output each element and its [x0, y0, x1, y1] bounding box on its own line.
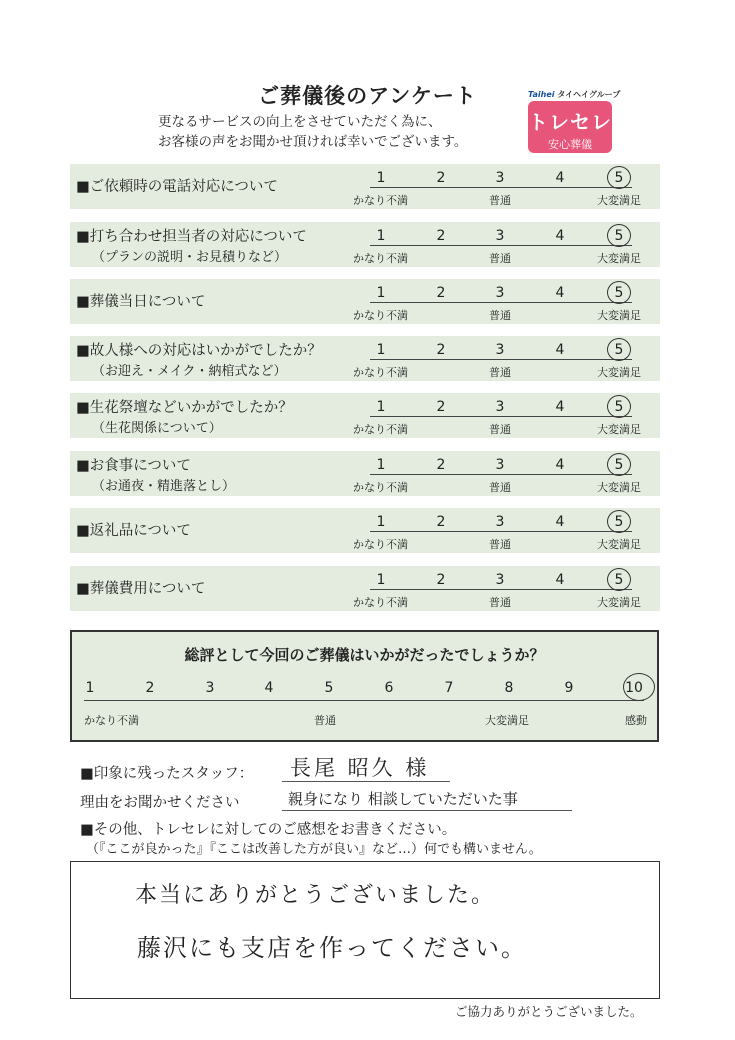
- group-logo-text: タイヘイグループ: [557, 90, 621, 99]
- comment-line-2: 藤沢にも支店を作ってください。: [137, 934, 527, 962]
- question-subtext: （お迎え・メイク・納棺式など）: [92, 364, 287, 379]
- overall-scale-line: [84, 700, 644, 701]
- rating-option-4: 4: [555, 170, 565, 186]
- overall-label-high: 大変満足: [485, 714, 529, 727]
- subtitle-line-1: 更なるサービスの向上をさせていただく為に、: [158, 114, 442, 130]
- rating-option-3: 3: [495, 170, 505, 186]
- rating-scale-line: [370, 245, 632, 246]
- rating-option-3: 3: [495, 228, 505, 244]
- rating-option-4: 4: [555, 399, 565, 415]
- other-comments-label: ■その他、トレセレに対してのご感想をお書きください。: [80, 822, 457, 838]
- overall-label-mid: 普通: [314, 714, 336, 727]
- selected-rating-circle: [607, 224, 631, 247]
- rating-option-5: 5: [614, 514, 624, 530]
- selected-rating-circle: [607, 568, 631, 591]
- rating-scale-line: [370, 474, 632, 475]
- overall-selected-circle: [623, 673, 655, 701]
- scale-label-mid: 普通: [489, 194, 511, 207]
- rating-option-5: 5: [614, 572, 624, 588]
- question-text: ■生花祭壇などいかがでしたか？: [76, 400, 293, 416]
- scale-label-low: かなり不満: [353, 596, 408, 609]
- other-comments-hint: （『ここが良かった』『ここは改善した方が良い』など…）何でも構いません。: [86, 842, 542, 857]
- rating-option-5: 5: [614, 228, 624, 244]
- scale-label-mid: 普通: [489, 423, 511, 436]
- selected-rating-circle: [607, 166, 631, 189]
- taihei-logo-mark: Taihei: [528, 90, 555, 99]
- scale-label-high: 大変満足: [597, 538, 641, 551]
- brand-name: トレセレ: [528, 110, 612, 134]
- question-text: ■ご依頼時の電話対応について: [76, 179, 278, 195]
- question-text: ■故人様への対応はいかがでしたか？: [76, 343, 322, 359]
- overall-option-5: 5: [324, 680, 334, 696]
- rating-option-3: 3: [495, 514, 505, 530]
- overall-option-8: 8: [504, 680, 514, 696]
- rating-option-3: 3: [495, 572, 505, 588]
- scale-label-low: かなり不満: [353, 309, 408, 322]
- rating-option-1: 1: [376, 342, 386, 358]
- question-row: [70, 164, 660, 209]
- selected-rating-circle: [607, 510, 631, 533]
- question-row: [70, 508, 660, 553]
- footer-thanks: ご協力ありがとうございました。: [455, 1004, 643, 1019]
- rating-option-2: 2: [436, 342, 446, 358]
- overall-option-1: 1: [85, 680, 95, 696]
- scale-label-high: 大変満足: [597, 194, 641, 207]
- rating-scale-line: [370, 302, 632, 303]
- overall-label-top: 感動: [625, 714, 647, 727]
- overall-option-4: 4: [264, 680, 274, 696]
- rating-option-2: 2: [436, 170, 446, 186]
- question-text: ■返礼品について: [76, 523, 191, 539]
- rating-option-5: 5: [614, 342, 624, 358]
- overall-option-9: 9: [564, 680, 574, 696]
- scale-label-high: 大変満足: [597, 366, 641, 379]
- scale-label-low: かなり不満: [353, 481, 408, 494]
- rating-scale-line: [370, 359, 632, 360]
- scale-label-low: かなり不満: [353, 423, 408, 436]
- question-text: ■お食事について: [76, 458, 191, 474]
- staff-handwritten-name: 長尾 昭久 様: [290, 756, 430, 780]
- scale-label-mid: 普通: [489, 366, 511, 379]
- rating-option-1: 1: [376, 399, 386, 415]
- overall-option-6: 6: [384, 680, 394, 696]
- selected-rating-circle: [607, 395, 631, 418]
- rating-option-5: 5: [614, 399, 624, 415]
- rating-option-4: 4: [555, 228, 565, 244]
- scale-label-high: 大変満足: [597, 309, 641, 322]
- staff-label: ■印象に残ったスタッフ：: [80, 766, 254, 782]
- rating-option-2: 2: [436, 514, 446, 530]
- question-text: ■葬儀費用について: [76, 581, 206, 597]
- rating-scale-line: [370, 531, 632, 532]
- overall-option-10: 10: [625, 680, 643, 696]
- rating-option-3: 3: [495, 285, 505, 301]
- group-logo: [528, 89, 620, 100]
- scale-label-high: 大変満足: [597, 252, 641, 265]
- scale-label-mid: 普通: [489, 596, 511, 609]
- overall-option-2: 2: [145, 680, 155, 696]
- question-subtext: （お通夜・精進落とし）: [92, 479, 236, 494]
- scale-label-low: かなり不満: [353, 194, 408, 207]
- selected-rating-circle: [607, 453, 631, 476]
- rating-scale-line: [370, 187, 632, 188]
- question-row: [70, 566, 660, 611]
- question-text: ■葬儀当日について: [76, 294, 206, 310]
- rating-option-2: 2: [436, 228, 446, 244]
- scale-label-high: 大変満足: [597, 481, 641, 494]
- reason-underline: [282, 810, 572, 811]
- rating-option-2: 2: [436, 457, 446, 473]
- question-text: ■打ち合わせ担当者の対応について: [76, 229, 307, 245]
- rating-option-4: 4: [555, 514, 565, 530]
- question-row: [70, 393, 660, 438]
- overall-rating-box: [70, 630, 659, 742]
- rating-option-3: 3: [495, 399, 505, 415]
- scale-label-mid: 普通: [489, 309, 511, 322]
- scale-label-high: 大変満足: [597, 423, 641, 436]
- scale-label-mid: 普通: [489, 538, 511, 551]
- overall-option-3: 3: [205, 680, 215, 696]
- question-row: [70, 222, 660, 267]
- question-row: [70, 451, 660, 496]
- overall-option-7: 7: [444, 680, 454, 696]
- rating-option-3: 3: [495, 342, 505, 358]
- rating-option-4: 4: [555, 572, 565, 588]
- rating-option-2: 2: [436, 285, 446, 301]
- reason-label: 理由をお聞かせください: [80, 795, 240, 811]
- overall-label-low: かなり不満: [84, 714, 139, 727]
- rating-option-4: 4: [555, 342, 565, 358]
- question-row: [70, 336, 660, 381]
- question-subtext: （生花関係について）: [92, 421, 222, 436]
- rating-option-1: 1: [376, 170, 386, 186]
- rating-option-4: 4: [555, 457, 565, 473]
- subtitle-line-2: お客様の声をお聞かせ頂ければ幸いでございます。: [158, 134, 468, 150]
- scale-label-high: 大変満足: [597, 596, 641, 609]
- scale-label-low: かなり不満: [353, 538, 408, 551]
- rating-option-5: 5: [614, 457, 624, 473]
- brand-tagline: 安心葬儀: [548, 138, 592, 151]
- rating-option-1: 1: [376, 514, 386, 530]
- question-subtext: （プランの説明・お見積りなど）: [92, 250, 288, 265]
- selected-rating-circle: [607, 281, 631, 304]
- subtitle: [158, 112, 467, 152]
- rating-option-1: 1: [376, 457, 386, 473]
- rating-option-3: 3: [495, 457, 505, 473]
- rating-option-1: 1: [376, 228, 386, 244]
- question-row: [70, 279, 660, 324]
- rating-option-5: 5: [614, 170, 624, 186]
- brand-logo: [528, 101, 612, 153]
- scale-label-low: かなり不満: [353, 252, 408, 265]
- scale-label-low: かなり不満: [353, 366, 408, 379]
- selected-rating-circle: [607, 338, 631, 361]
- scale-label-mid: 普通: [489, 481, 511, 494]
- rating-option-1: 1: [376, 285, 386, 301]
- rating-scale-line: [370, 416, 632, 417]
- rating-option-1: 1: [376, 572, 386, 588]
- rating-option-2: 2: [436, 399, 446, 415]
- reason-handwritten: 親身になり 相談していただいた事: [288, 790, 518, 808]
- rating-option-4: 4: [555, 285, 565, 301]
- scale-label-mid: 普通: [489, 252, 511, 265]
- rating-scale-line: [370, 589, 632, 590]
- rating-option-2: 2: [436, 572, 446, 588]
- comment-box: [70, 861, 660, 999]
- rating-option-5: 5: [614, 285, 624, 301]
- comment-line-1: 本当にありがとうございました。: [135, 883, 496, 908]
- overall-question: 総評として今回のご葬儀はいかがだったでしょうか？: [184, 646, 545, 664]
- page-title: ご葬儀後のアンケート: [258, 84, 477, 108]
